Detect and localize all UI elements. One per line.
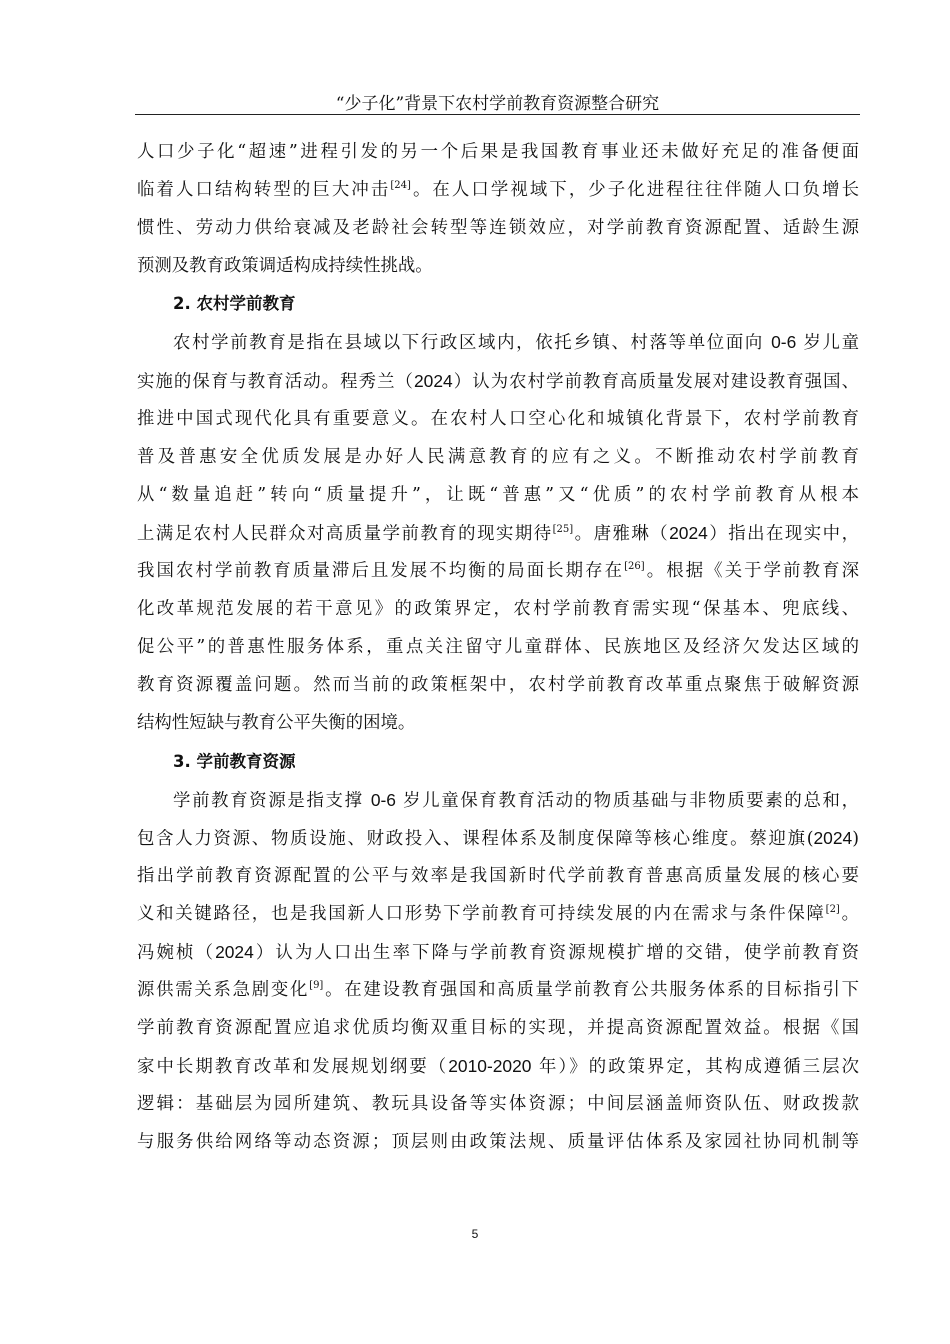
text-line <box>137 704 859 742</box>
number: 2010-2020 <box>448 1056 532 1077</box>
text-run: 岁儿童保育教育活动的物质基础与非物质要素的总和， <box>395 790 859 811</box>
body-text <box>137 133 859 1162</box>
text-line <box>137 1047 859 1085</box>
text-line <box>137 819 859 857</box>
running-header: “少子化”背景下农村学前教育资源整合研究 <box>335 94 660 114</box>
text-run: 上满足农村人民群众对高质量学前教育的现实期待 <box>137 523 553 544</box>
text-run: 。根据《关于学前教育深 <box>644 561 859 582</box>
text-line <box>137 247 859 285</box>
text-line <box>137 628 859 666</box>
text-line <box>137 1009 859 1047</box>
text-run: 学前教育资源是指支撑 <box>173 790 371 811</box>
citation: [24] <box>390 180 411 192</box>
text-line <box>137 323 859 361</box>
text-run: 实施的保育与教育活动。程秀兰（ <box>137 371 415 392</box>
text-run: 惯性、劳动力供给衰减及老龄社会转型等连锁效应，对学前教育资源配置、适龄生源 <box>137 218 859 239</box>
text-line <box>137 133 859 171</box>
text-line <box>137 1085 859 1123</box>
paragraph-1 <box>137 133 859 285</box>
citation: [25] <box>552 523 574 535</box>
citation: [2] <box>825 903 840 915</box>
text-line <box>137 209 859 247</box>
text-run: 结构性短缺与教育公平失衡的困境。 <box>137 713 416 734</box>
text-run: ）认为农村学前教育高质量发展对建设教育强国、 <box>452 371 859 392</box>
text-run: 从“数量追赶”转向“质量提升”，让既“普惠”又“优质”的农村学前教育从根本 <box>137 484 859 505</box>
text-run: 化改革规范发展的若干意见》的政策界定，农村学前教育需实现“保基本、兜底线、 <box>137 599 859 620</box>
text-run: 与服务供给网络等动态资源；顶层则由政策法规、质量评估体系及家园社协同机制等 <box>137 1132 859 1153</box>
text-line <box>137 362 859 400</box>
text-run: 学前教育资源配置应追求优质均衡双重目标的实现，并提高资源配置效益。根据《国 <box>137 1018 859 1039</box>
header-rule <box>135 114 860 115</box>
citation: [9] <box>309 980 324 992</box>
text-run: 预测及教育政策调适构成持续性挑战。 <box>137 256 433 277</box>
text-run: 。唐雅琳（ <box>573 523 670 544</box>
number: 2024 <box>669 522 708 543</box>
text-run: 农村学前教育是指在县域以下行政区域内，依托乡镇、村落等单位面向 <box>173 333 772 354</box>
text-run: 我国农村学前教育质量滞后且发展不均衡的局面长期存在 <box>137 561 625 582</box>
text-run: 。在建设教育强国和高质量学前教育公共服务体系的目标指引下 <box>323 980 859 1001</box>
number: 2024 <box>813 827 853 848</box>
text-run: 岁儿童 <box>796 333 859 354</box>
text-run: 指出学前教育资源配置的公平与效率是我国新时代学前教育普惠高质量发展的核心要 <box>137 865 859 886</box>
text-line <box>137 400 859 438</box>
number: 2024 <box>215 941 254 962</box>
text-line <box>137 552 859 590</box>
text-line <box>137 476 859 514</box>
text-line <box>137 781 859 819</box>
page-number: 5 <box>471 1227 479 1241</box>
text-line <box>137 857 859 895</box>
text-line <box>137 590 859 628</box>
text-run: 人口少子化“超速”进程引发的另一个后果是我国教育事业还未做好充足的准备便面 <box>137 142 859 162</box>
paragraph-3 <box>137 781 859 1162</box>
text-line <box>137 895 859 933</box>
text-run: 冯婉桢（ <box>137 942 216 963</box>
text-run: 义和关键路径，也是我国新人口形势下学前教育可持续发展的内在需求与条件保障 <box>137 903 826 924</box>
text-line <box>137 1123 859 1161</box>
text-run: 促公平”的普惠性服务体系，重点关注留守儿童群体、民族地区及经济欠发达区域的 <box>137 637 859 658</box>
text-run: ）认为人口出生率下降与学前教育资源规模扩增的交错，使学前教育资 <box>253 942 859 963</box>
text-run: 教育资源覆盖问题。然而当前的政策框架中，农村学前教育改革重点聚焦于破解资源 <box>137 675 859 696</box>
text-run: 普及普惠安全优质发展是办好人民满意教育的应有之义。不断推动农村学前教育 <box>137 446 859 467</box>
text-line <box>137 514 859 552</box>
text-line <box>137 171 859 209</box>
text-run: 。 <box>839 903 859 924</box>
text-run: 年）》的政策界定，其构成遵循三层次 <box>531 1057 859 1078</box>
text-run: 临着人口结构转型的巨大冲击 <box>137 180 391 201</box>
section-heading-2: 2. 农村学前教育 <box>173 294 296 314</box>
text-line <box>137 971 859 1009</box>
section-heading-3: 3. 学前教育资源 <box>173 751 296 771</box>
paragraph-2 <box>137 323 859 742</box>
text-line <box>137 438 859 476</box>
text-line <box>137 666 859 704</box>
text-run: ) <box>852 828 859 849</box>
text-run: 家中长期教育改革和发展规划纲要（ <box>137 1057 449 1078</box>
text-run: 包含人力资源、物质设施、财政投入、课程体系及制度保障等核心维度。蔡迎旗( <box>137 828 814 849</box>
text-line <box>137 933 859 971</box>
number: 2024 <box>414 370 453 391</box>
text-run: 逻辑：基础层为园所建筑、教玩具设备等实体资源；中间层涵盖师资队伍、财政拨款 <box>137 1094 859 1115</box>
text-run: 源供需关系急剧变化 <box>137 980 310 1001</box>
text-run: 。在人口学视域下，少子化进程往往伴随人口负增长 <box>410 180 859 201</box>
text-run: ）指出在现实中， <box>707 523 859 544</box>
number: 0-6 <box>771 332 797 353</box>
text-run: 推进中国式现代化具有重要意义。在农村人口空心化和城镇化背景下，农村学前教育 <box>137 408 859 429</box>
number: 0-6 <box>370 789 396 810</box>
citation: [26] <box>624 561 645 573</box>
